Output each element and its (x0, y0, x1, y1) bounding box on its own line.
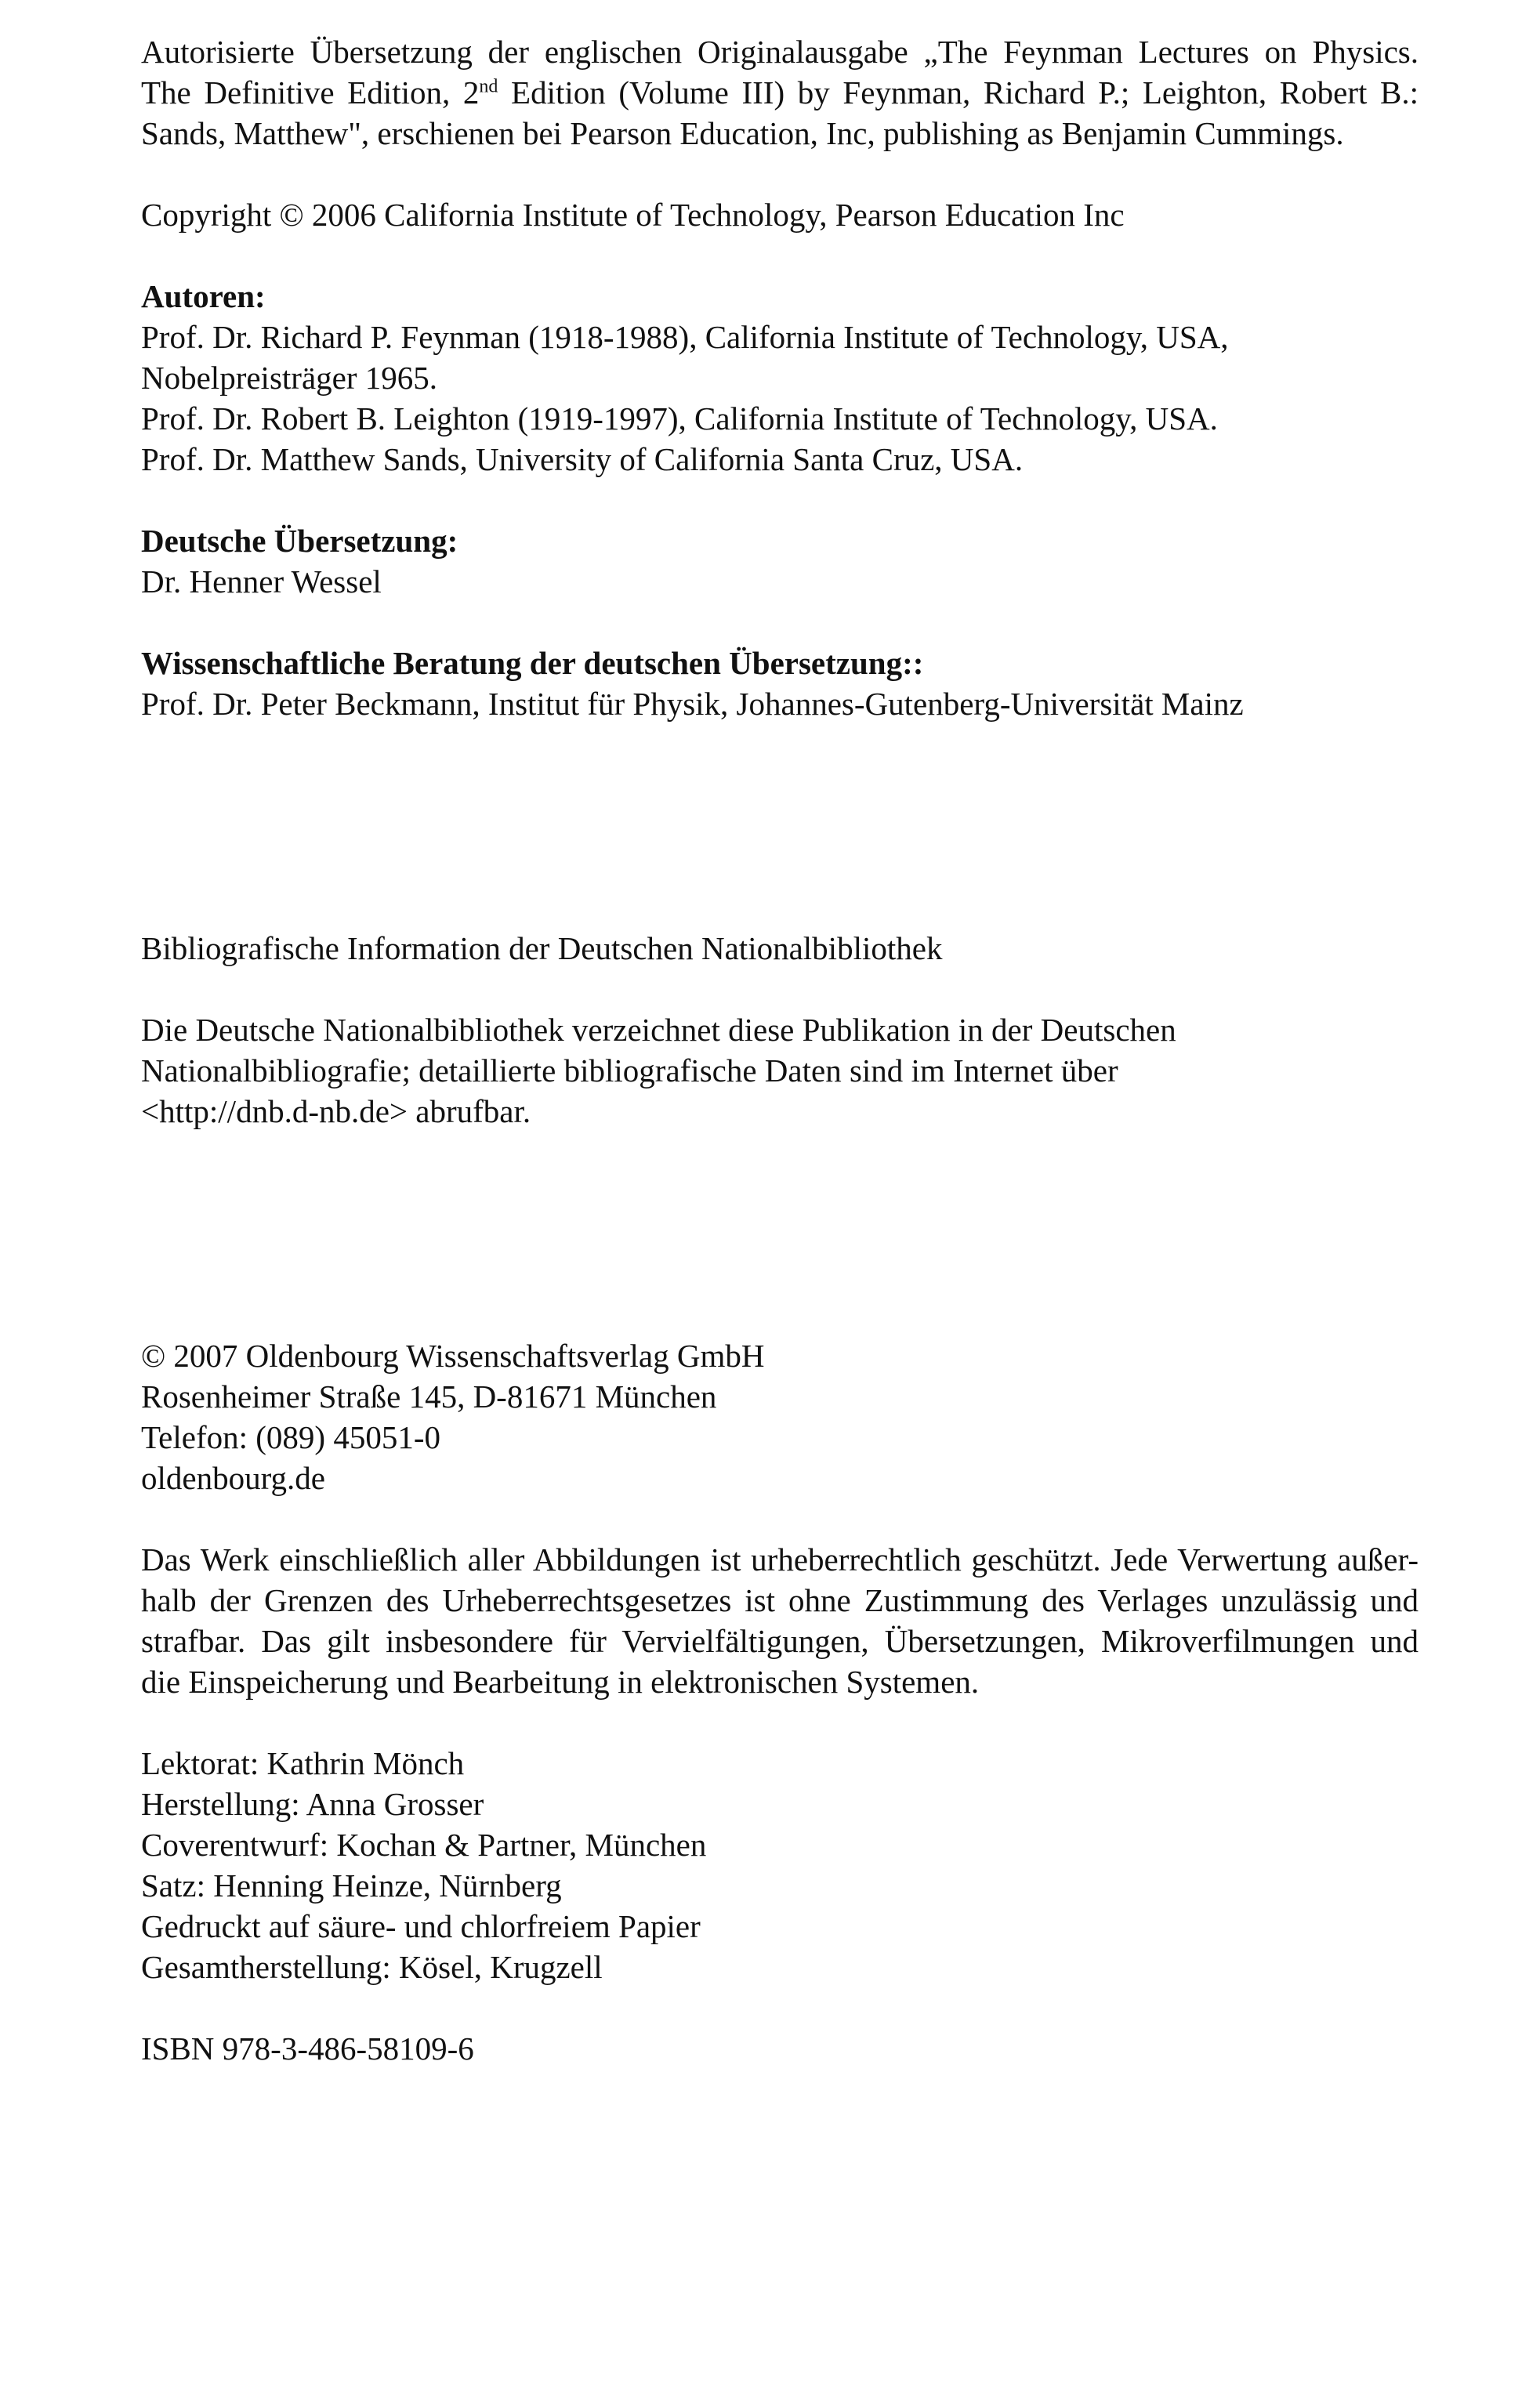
rights-line: strafbar. Das gilt insbesondere für Vervielfältigungen, Übersetzungen, Mikroverfilmungen und (141, 1623, 1419, 1659)
edition-superscript: nd (479, 76, 498, 97)
credit-line: Satz: Henning Heinze, Nürnberg (141, 1867, 562, 1904)
production-credits (141, 1743, 1419, 1987)
publisher-line: Rosenheimer Straße 145, D-81671 München (141, 1378, 717, 1415)
translation-section (141, 520, 1419, 602)
publisher-block (141, 1335, 1419, 1498)
notice-edition-rest: Edition (Volume III) by Feynman, Richard P.; Leighton, Robert B.: (498, 74, 1419, 110)
translator-name: Dr. Henner Wessel (141, 563, 382, 600)
imprint-page (141, 31, 1419, 2069)
advisor-name: Prof. Dr. Peter Beckmann, Institut für Physik, Johannes-Gutenberg-Universität Mainz (141, 686, 1244, 722)
authors-heading: Autoren: (141, 278, 266, 314)
translation-notice (141, 31, 1419, 154)
credit-line: Coverentwurf: Kochan & Partner, München (141, 1827, 707, 1863)
biblio-link-line: <http://dnb.d-nb.de> abrufbar. (141, 1093, 531, 1129)
bibliographic-info-title: Bibliografische Information der Deutschen Nationalbibliothek (141, 930, 943, 966)
copyright-line: Copyright © 2006 California Institute of Technology, Pearson Education Inc (141, 197, 1125, 233)
isbn-line: ISBN 978-3-486-58109-6 (141, 2030, 474, 2067)
publisher-line: Telefon: (089) 45051-0 (141, 1419, 440, 1455)
notice-line (141, 72, 1419, 113)
publisher-line: oldenbourg.de (141, 1460, 325, 1496)
author-line: Prof. Dr. Matthew Sands, University of California Santa Cruz, USA. (141, 441, 1024, 477)
credit-line: Lektorat: Kathrin Mönch (141, 1745, 465, 1781)
rights-notice (141, 1539, 1419, 1702)
bibliographic-info-text (141, 1009, 1419, 1132)
translation-heading: Deutsche Übersetzung: (141, 523, 458, 559)
scientific-advice-heading: Wissenschaftliche Beratung der deutschen Übersetzung:: (141, 645, 924, 681)
author-line: Nobelpreisträger 1965. (141, 360, 437, 396)
author-line: Prof. Dr. Richard P. Feynman (1918-1988), California Institute of Technology, USA, (141, 319, 1229, 355)
rights-line: die Einspeicherung und Bearbeitung in elektronischen Systemen. (141, 1664, 980, 1700)
scientific-advice-section (141, 643, 1419, 724)
rights-line: Das Werk einschließlich aller Abbildungen ist urheberrechtlich geschützt. Jede Verwertung außer- (141, 1541, 1419, 1578)
biblio-line: Nationalbibliografie; detaillierte bibliografische Daten sind im Internet über (141, 1052, 1118, 1089)
notice-line: Sands, Matthew", erschienen bei Pearson Education, Inc, publishing as Benjamin Cummings. (141, 115, 1344, 151)
rights-line: halb der Grenzen des Urheberrechtsgesetzes ist ohne Zustimmung des Verlages unzulässig und (141, 1582, 1419, 1618)
publisher-line: © 2007 Oldenbourg Wissenschaftsverlag GmbH (141, 1338, 765, 1374)
credit-line: Herstellung: Anna Grosser (141, 1786, 484, 1822)
credit-line: Gedruckt auf säure- und chlorfreiem Papier (141, 1908, 701, 1944)
author-line: Prof. Dr. Robert B. Leighton (1919-1997), California Institute of Technology, USA. (141, 400, 1218, 436)
biblio-line: Die Deutsche Nationalbibliothek verzeichnet diese Publikation in der Deutschen (141, 1012, 1176, 1048)
notice-line: Autorisierte Übersetzung der englischen Originalausgabe „The Feynman Lectures on Physics. (141, 34, 1419, 70)
notice-edition-text: The Definitive Edition, 2 (141, 74, 480, 110)
credit-line: Gesamtherstellung: Kösel, Krugzell (141, 1949, 603, 1985)
authors-section (141, 276, 1419, 480)
